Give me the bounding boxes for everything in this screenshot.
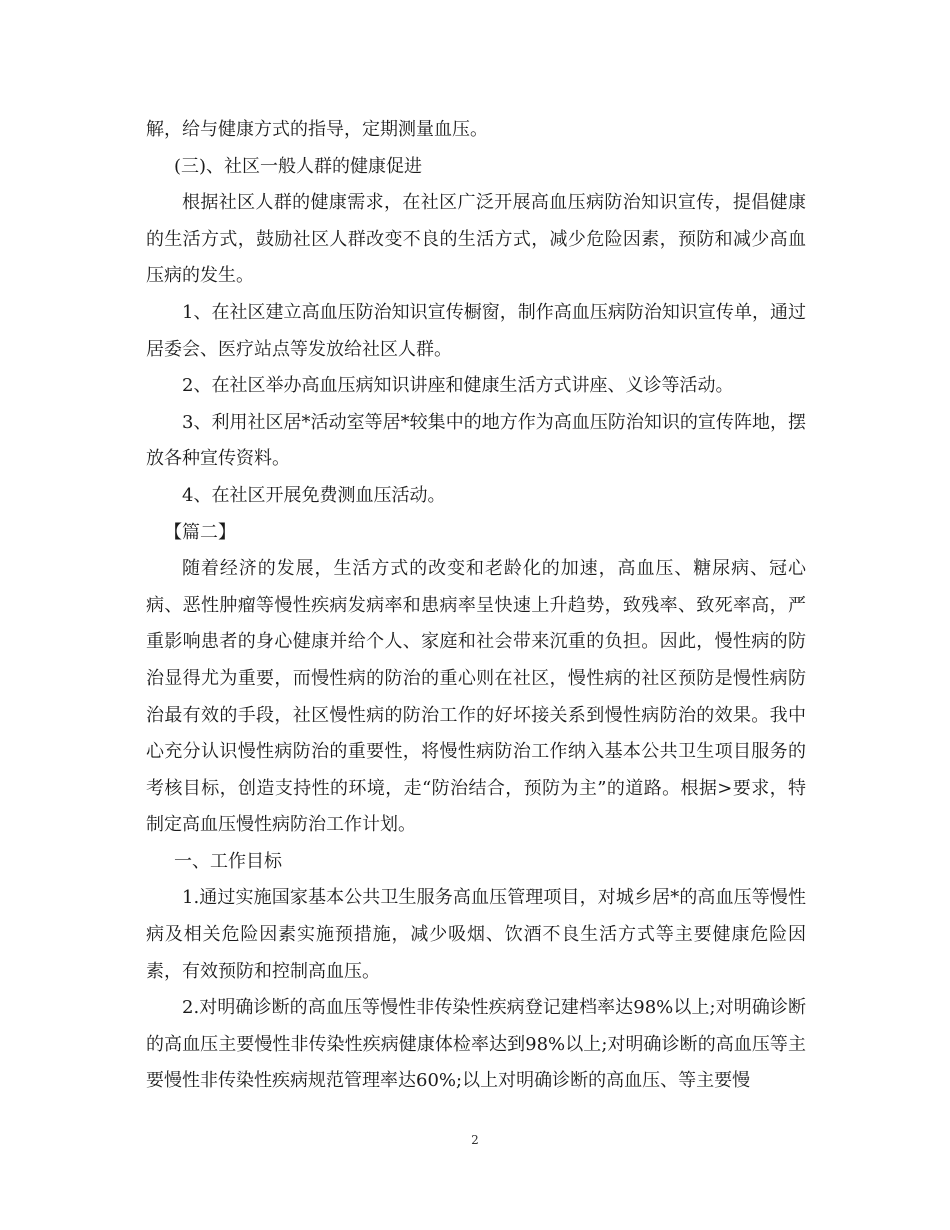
page-number: 2 [471, 1133, 479, 1147]
list-item: 1.通过实施国家基本公共卫生服务高血压管理项目，对城乡居*的高血压等慢性病及相关危险因素实施预措施，减少吸烟、饮酒不良生活方式等主要健康危险因素，有效预防和控制高血压。 [146, 887, 806, 982]
section-heading-work-goals: 一、工作目标 [174, 850, 282, 872]
paragraph: 随着经济的发展，生活方式的改变和老龄化的加速，高血压、糖尿病、冠心病、恶性肿瘤等慢性疾病发病率和患病率呈快速上升趋势，致残率、致死率高，严重影响患者的身心健康并给个人、家庭和社会带来沉重的负担。因此，慢性病的防治显得尤为重要，而慢性病的防治的重心则在社区，慢性病的社区预防是慢性病防治最有效的手段，社区慢性病的防治工作的好坏接关系到慢性病防治的效果。我中心充分认识慢性病防治的重要性，将慢性病防治工作纳入基本公共卫生项目服务的考核目标，创造支持性的环境，走“防治结合，预防为主”的道路。根据>要求，特制定高血压慢性病防治工作计划。 [146, 558, 806, 836]
chapter-heading: 【篇二】 [164, 521, 236, 543]
list-item: 4、在社区开展免费测血压活动。 [182, 484, 446, 506]
document-body [146, 112, 806, 1100]
paragraph-continuation: 解，给与健康方式的指导，定期测量血压。 [146, 119, 488, 140]
paragraph: 根据社区人群的健康需求，在社区广泛开展高血压病防治知识宣传，提倡健康的生活方式，鼓励社区人群改变不良的生活方式，减少危险因素，预防和减少高血压病的发生。 [146, 192, 806, 287]
list-item: 2、在社区举办高血压病知识讲座和健康生活方式讲座、义诊等活动。 [182, 375, 734, 397]
list-item: 3、利用社区居*活动室等居*较集中的地方作为高血压防治知识的宣传阵地，摆放各种宣传资料。 [146, 411, 806, 470]
section-heading-community-general: (三)、社区一般人群的健康促进 [174, 155, 423, 177]
list-item: 2.对明确诊断的高血压等慢性非传染性疾病登记建档率达98%以上;对明确诊断的高血压主要慢性非传染性疾病健康体检率达到98%以上;对明确诊断的高血压等主要慢性非传染性疾病规范管理率达60%;以上对明确诊断的高血压、等主要慢 [146, 997, 806, 1092]
list-item: 1、在社区建立高血压防治知识宣传橱窗，制作高血压病防治知识宣传单，通过居委会、医疗站点等发放给社区人群。 [146, 301, 806, 360]
